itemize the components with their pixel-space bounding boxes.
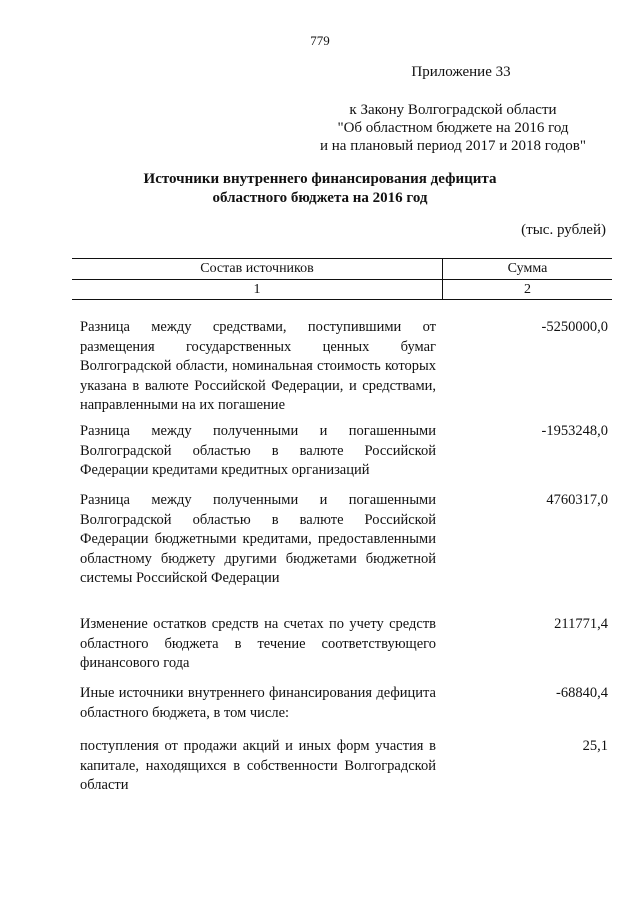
page-number: 779 [310, 33, 330, 48]
document-title-line-2: областного бюджета на 2016 год [212, 190, 428, 206]
law-reference-line-2: "Об областном бюджете на 2016 год [337, 120, 569, 136]
column-number-row [72, 280, 612, 300]
column-number-1: 1 [72, 280, 443, 300]
row-amount: -68840,4 [556, 685, 608, 701]
row-description: Иные источники внутреннего финансирования дефицита областного бюджета, в том числе: [80, 685, 436, 721]
table-header-row [72, 259, 612, 280]
row-amount: 211771,4 [554, 616, 608, 632]
table-header [72, 258, 612, 300]
row-description: Разница между полученными и погашенными Волгоградской областью в валюте Российской Федерации кредитами кредитных организаций [80, 423, 436, 478]
law-reference [300, 101, 606, 155]
document-title-line-1: Источники внутреннего финансирования дефицита [143, 171, 497, 187]
row-amount: 25,1 [582, 738, 608, 754]
document-title [130, 170, 510, 208]
law-reference-line-3: и на плановый период 2017 и 2018 годов" [320, 138, 586, 154]
units-label: (тыс. рублей) [521, 222, 606, 238]
law-reference-line-1: к Закону Волгоградской области [349, 102, 557, 118]
row-description: Разница между средствами, поступившими от размещения государственных ценных бумаг Волгоградской области, номинальная стоимость которых указана в валюте Российской Федерации, и средствами, направленными на их погашение [80, 319, 436, 413]
column-header-amount: Сумма [507, 261, 548, 276]
column-number-2: 2 [524, 282, 531, 297]
row-description: Разница между полученными и погашенными Волгоградской областью в валюте Российской Федерации бюджетными кредитами, предоставленными областному бюджету другими бюджетами бюджетной системы Российской Федерации [80, 492, 436, 586]
row-amount: -5250000,0 [541, 319, 608, 335]
row-amount: -1953248,0 [541, 423, 608, 439]
column-header-sources: Состав источников [72, 259, 443, 279]
row-description: поступления от продажи акций и иных форм участия в капитале, находящихся в собственности Волгоградской области [80, 738, 436, 793]
appendix-label: Приложение 33 [411, 64, 511, 80]
row-description: Изменение остатков средств на счетах по учету средств областного бюджета в течение соответствующего финансового года [80, 616, 436, 671]
row-amount: 4760317,0 [546, 492, 608, 508]
